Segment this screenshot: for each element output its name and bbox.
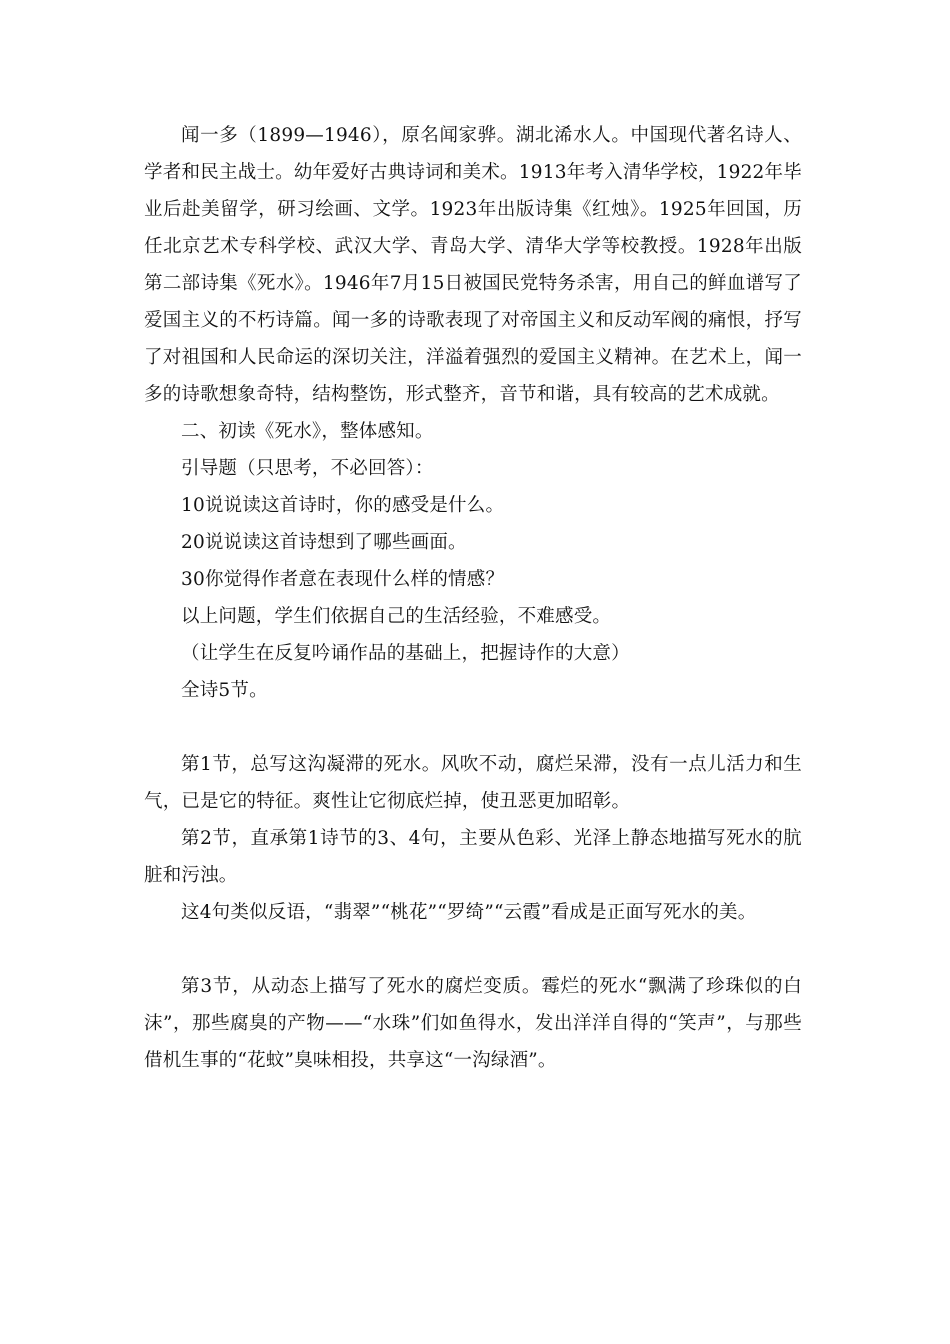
paragraph-stanza-1: 第1节，总写这沟凝滞的死水。风吹不动，腐烂呆滞，没有一点儿活力和生气，已是它的特征。爽性让它彻底烂掉，使丑恶更加昭彰。 <box>144 754 802 812</box>
paragraph-question-1: 10说说读这首诗时，你的感受是什么。 <box>181 495 505 516</box>
paragraph-stanza-3: 第3节，从动态上描写了死水的腐烂变质。霉烂的死水“飘满了珍珠似的白沫”，那些腐臭的产物——“水珠”们如鱼得水，发出洋洋自得的“笑声”，与那些借机生事的“花蚊”臭味相投，共享这“一沟绿酒”。 <box>144 976 802 1071</box>
paragraph-question-2: 20说说读这首诗想到了哪些画面。 <box>181 532 467 553</box>
paragraph-author-bio: 闻一多（1899—1946），原名闻家骅。湖北浠水人。中国现代著名诗人、学者和民主战士。幼年爱好古典诗词和美术。1913年考入清华学校，1922年毕业后赴美留学，研习绘画、文学。1923年出版诗集《红烛》。1925年回国，历任北京艺术专科学校、武汉大学、青岛大学、清华大学等校教授。1928年出版第二部诗集《死水》。1946年7月15日被国民党特务杀害，用自己的鲜血谱写了爱国主义的不朽诗篇。闻一多的诗歌表现了对帝国主义和反动军阀的痛恨，抒写了对祖国和人民命运的深切关注，洋溢着强烈的爱国主义精神。在艺术上，闻一多的诗歌想象奇特，结构整饬，形式整齐，音节和谐，具有较高的艺术成就。 <box>144 125 802 405</box>
blank-line <box>144 709 802 746</box>
paragraph-recitation-note: （让学生在反复吟诵作品的基础上，把握诗作的大意） <box>181 643 630 664</box>
paragraph-section-two-heading: 二、初读《死水》，整体感知。 <box>181 421 434 442</box>
paragraph-question-3: 30你觉得作者意在表现什么样的情感？ <box>181 569 505 590</box>
paragraph-poem-structure: 全诗5节。 <box>181 680 268 701</box>
paragraph-questions-note: 以上问题，学生们依据自己的生活经验，不难感受。 <box>181 606 612 627</box>
blank-line <box>144 931 802 968</box>
paragraph-stanza-2-note: 这4句类似反语，“翡翠”“桃花”“罗绮”“云霞”看成是正面写死水的美。 <box>181 902 757 923</box>
paragraph-guiding-questions: 引导题（只思考，不必回答）： <box>181 458 434 479</box>
paragraph-stanza-2: 第2节，直承第1诗节的3、4句，主要从色彩、光泽上静态地描写死水的肮脏和污浊。 <box>144 828 802 886</box>
